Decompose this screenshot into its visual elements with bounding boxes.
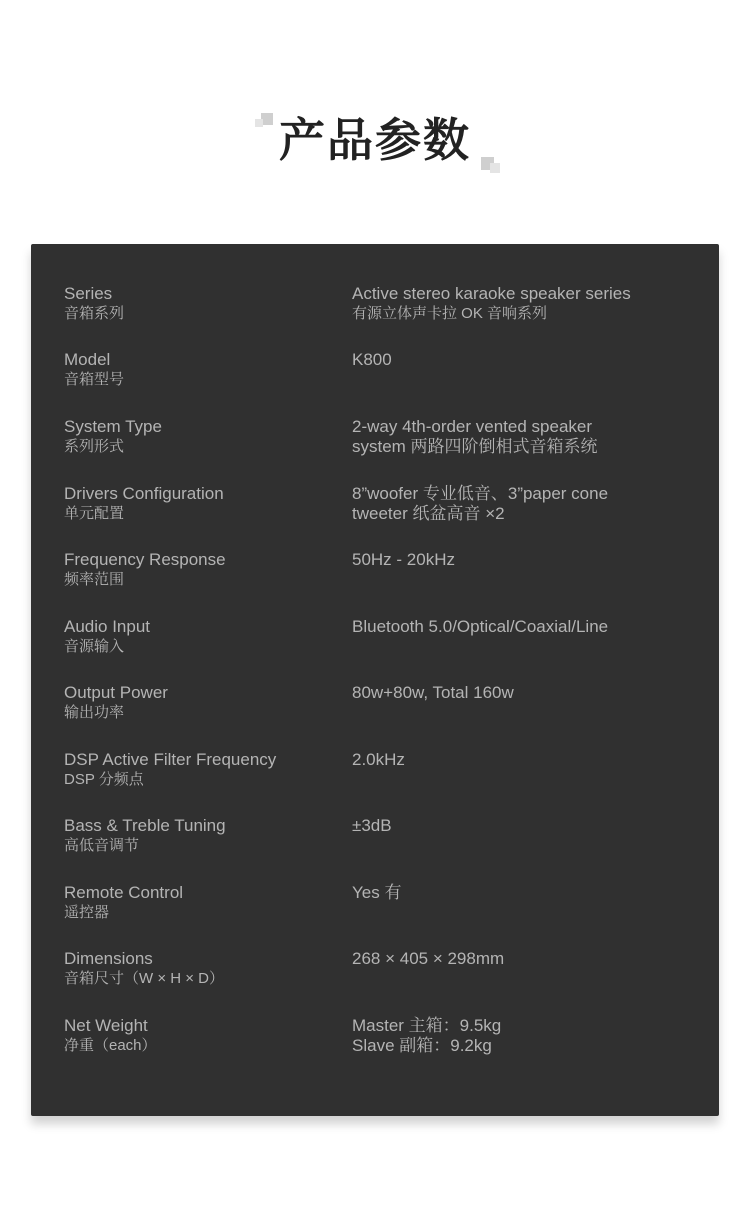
spec-label-en: Audio Input	[64, 617, 151, 636]
spec-label	[64, 816, 352, 855]
spec-label	[64, 484, 352, 524]
spec-row-net-weight	[64, 1016, 694, 1056]
title-area	[0, 100, 750, 180]
spec-row-system-type	[64, 417, 694, 457]
spec-value-line: tweeter 纸盆高音 ×2	[352, 504, 505, 523]
spec-value-line: system 两路四阶倒相式音箱系统	[352, 437, 598, 456]
spec-value	[352, 284, 694, 323]
spec-row-bass-treble	[64, 816, 694, 855]
spec-row-dimensions	[64, 949, 694, 988]
spec-row-remote-control	[64, 883, 694, 922]
page-title-text: 产品参数	[279, 114, 471, 166]
spec-label-zh: 音箱系列	[64, 305, 125, 322]
spec-value	[352, 617, 694, 656]
spec-value-line: 2.0kHz	[352, 750, 405, 769]
spec-label-en: Frequency Response	[64, 550, 226, 569]
spec-value	[352, 484, 694, 524]
spec-value-line: 50Hz - 20kHz	[352, 550, 455, 569]
spec-value-line: 有源立体声卡拉 OK 音响系列	[352, 305, 548, 322]
spec-value-line: 8”woofer 专业低音、3”paper cone	[352, 484, 609, 503]
spec-row-series	[64, 284, 694, 323]
spec-row-model	[64, 350, 694, 389]
spec-value-line: 2-way 4th-order vented speaker	[352, 417, 593, 436]
page-title	[279, 114, 471, 166]
spec-value	[352, 883, 694, 922]
spec-label-zh: 频率范围	[64, 571, 125, 588]
spec-label-en: Output Power	[64, 683, 168, 702]
spec-label-en: DSP Active Filter Frequency	[64, 750, 277, 769]
spec-label-en: Dimensions	[64, 949, 153, 968]
spec-value-line: Bluetooth 5.0/Optical/Coaxial/Line	[352, 617, 609, 636]
spec-label-zh: 遥控器	[64, 904, 110, 921]
spec-label-en: Net Weight	[64, 1016, 148, 1035]
spec-value-line: Slave 副箱：9.2kg	[352, 1036, 492, 1055]
spec-value-line: 80w+80w, Total 160w	[352, 683, 514, 702]
spec-label	[64, 417, 352, 457]
spec-label-en: System Type	[64, 417, 162, 436]
spec-value-line: Master 主箱：9.5kg	[352, 1016, 502, 1035]
spec-row-dsp-filter	[64, 750, 694, 789]
spec-row-audio-input	[64, 617, 694, 656]
spec-label-en: Remote Control	[64, 883, 184, 902]
spec-label-en: Series	[64, 284, 113, 303]
spec-label	[64, 750, 352, 789]
spec-label-en: Model	[64, 350, 111, 369]
spec-label-zh: 净重（each）	[64, 1037, 157, 1054]
corner-decoration-bottom-right	[481, 157, 501, 173]
spec-value	[352, 550, 694, 589]
spec-value	[352, 683, 694, 722]
spec-value-line: Yes 有	[352, 883, 402, 902]
spec-label-zh: 输出功率	[64, 704, 125, 721]
spec-label-zh: 系列形式	[64, 438, 125, 455]
spec-label-zh: 单元配置	[64, 505, 125, 522]
spec-value-line: ±3dB	[352, 816, 392, 835]
spec-label	[64, 949, 352, 988]
spec-panel	[31, 244, 719, 1116]
spec-value	[352, 1016, 694, 1056]
spec-label-en: Drivers Configuration	[64, 484, 224, 503]
spec-value-line: K800	[352, 350, 392, 369]
spec-value	[352, 417, 694, 457]
spec-label	[64, 284, 352, 323]
spec-label	[64, 683, 352, 722]
spec-row-frequency-response	[64, 550, 694, 589]
spec-label-zh: 高低音调节	[64, 837, 140, 854]
spec-label-en: Bass & Treble Tuning	[64, 816, 226, 835]
spec-value-line: Active stereo karaoke speaker series	[352, 284, 631, 303]
spec-label	[64, 550, 352, 589]
spec-label-zh: 音箱尺寸（W × H × D）	[64, 970, 225, 987]
spec-value	[352, 350, 694, 389]
spec-label	[64, 883, 352, 922]
spec-label-zh: 音源输入	[64, 638, 125, 655]
spec-label	[64, 1016, 352, 1056]
spec-label-zh: 音箱型号	[64, 371, 125, 388]
spec-row-drivers	[64, 484, 694, 524]
spec-row-output-power	[64, 683, 694, 722]
spec-value	[352, 750, 694, 789]
spec-value	[352, 816, 694, 855]
corner-decoration-top-left	[255, 113, 273, 131]
spec-label	[64, 350, 352, 389]
spec-value	[352, 949, 694, 988]
spec-value-line: 268 × 405 × 298mm	[352, 949, 505, 968]
spec-label-zh: DSP 分频点	[64, 771, 144, 788]
spec-label	[64, 617, 352, 656]
